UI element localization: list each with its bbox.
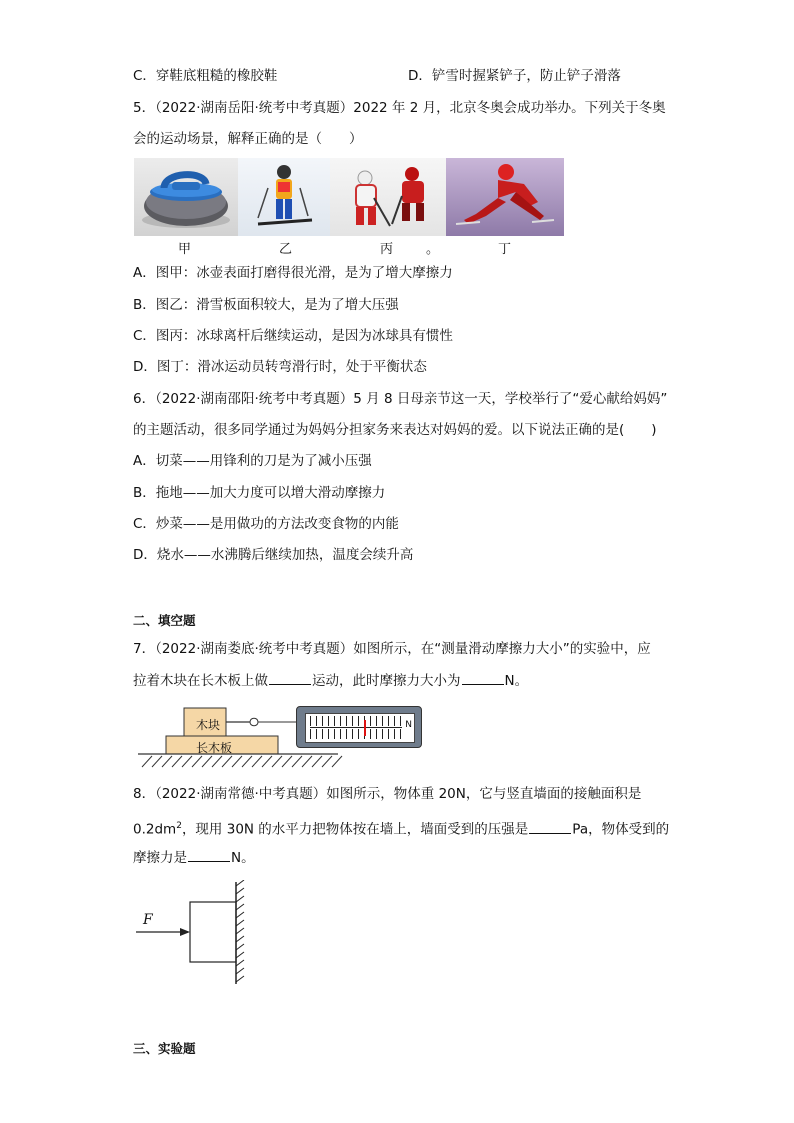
skier-image — [238, 158, 330, 236]
q8-text-a3: 摩擦力是 — [133, 850, 187, 866]
spring-scale — [296, 706, 422, 748]
q7-stem-line2 — [133, 671, 528, 690]
curling-stone-image — [134, 158, 238, 236]
q4-option-d: D．铲雪时握紧铲子，防止铲子滑落 — [408, 68, 621, 84]
caption-ding: 丁 — [498, 242, 512, 257]
caption-period: 。 — [426, 242, 440, 257]
block-label: 木块 — [196, 718, 221, 732]
q6-stem-line1: 6．（2022·湖南邵阳·统考中考真题）5 月 8 日母亲节这一天，学校举行了“爱心献给妈妈” — [133, 391, 668, 407]
q5-option-a: A．图甲：冰壶表面打磨得很光滑，是为了增大摩擦力 — [133, 265, 453, 281]
scale-unit: N — [405, 720, 412, 730]
q7-blank-friction[interactable] — [462, 671, 504, 685]
q8-stem-line3 — [133, 848, 255, 867]
q5-option-b: B．图乙：滑雪板面积较大，是为了增大压强 — [133, 297, 399, 313]
scale-face — [305, 713, 415, 743]
q8-text-b3: N。 — [231, 850, 255, 866]
q6-option-a: A．切菜——用锋利的刀是为了减小压强 — [133, 453, 372, 469]
speed-skater-image — [446, 158, 564, 236]
q7-text-b: 运动，此时摩擦力大小为 — [312, 673, 461, 689]
q8-text-b: ，现用 30N 的水平力把物体按在墙上，墙面受到的压强是 — [181, 821, 529, 838]
q8-blank-friction[interactable] — [188, 848, 230, 862]
q8-stem-line2 — [133, 817, 669, 839]
q6-option-c: C．炒菜——是用做功的方法改变食物的内能 — [133, 516, 399, 532]
caption-bing: 丙 — [380, 242, 394, 257]
scale-pointer — [364, 720, 366, 736]
q8-stem-line1: 8．（2022·湖南常德·中考真题）如图所示，物体重 20N，它与竖直墙面的接触面积是 — [133, 786, 642, 802]
q8-area: 0.2dm — [133, 821, 177, 838]
q8-blank-pressure[interactable] — [529, 820, 571, 834]
q5-option-d: D．图丁：滑冰运动员转弯滑行时，处于平衡状态 — [133, 359, 427, 375]
q6-option-b: B．拖地——加大力度可以增大滑动摩擦力 — [133, 485, 386, 501]
scale-ticks-bottom — [310, 729, 402, 739]
q6-stem-line2: 的主题活动，很多同学通过为妈妈分担家务来表达对妈妈的爱。以下说法正确的是( ) — [133, 422, 657, 438]
scale-center-line — [310, 727, 402, 728]
force-label: F — [143, 912, 153, 928]
q8-wall-diagram — [132, 880, 262, 990]
q8-area-sup: 2 — [176, 821, 182, 831]
q5-stem-line2: 会的运动场景，解释正确的是（ ） — [133, 131, 363, 147]
caption-jia: 甲 — [178, 242, 192, 257]
q7-text-a: 拉着木块在长木板上做 — [133, 673, 268, 689]
section-fill-in-heading: 二、填空题 — [133, 613, 196, 628]
ice-hockey-image — [330, 158, 446, 236]
q7-text-c: N。 — [504, 673, 529, 689]
q7-stem-line1: 7．（2022·湖南娄底·统考中考真题）如图所示，在“测量滑动摩擦力大小”的实验中，应 — [133, 641, 651, 657]
q5-stem-line1: 5．（2022·湖南岳阳·统考中考真题）2022 年 2 月，北京冬奥会成功举办。下列关于冬奥 — [133, 100, 666, 116]
board-label: 长木板 — [196, 741, 233, 755]
q4-option-c: C．穿鞋底粗糙的橡胶鞋 — [133, 68, 278, 84]
caption-yi: 乙 — [279, 242, 293, 257]
section-experiment-heading: 三、实验题 — [133, 1041, 196, 1056]
q6-option-d: D．烧水——水沸腾后继续加热，温度会续升高 — [133, 547, 414, 563]
q7-blank-motion[interactable] — [269, 671, 311, 685]
q5-option-c: C．图丙：冰球离杆后继续运动，是因为冰球具有惯性 — [133, 328, 453, 344]
q8-text-c: Pa，物体受到的 — [572, 821, 670, 838]
scale-ticks-top — [310, 716, 402, 726]
